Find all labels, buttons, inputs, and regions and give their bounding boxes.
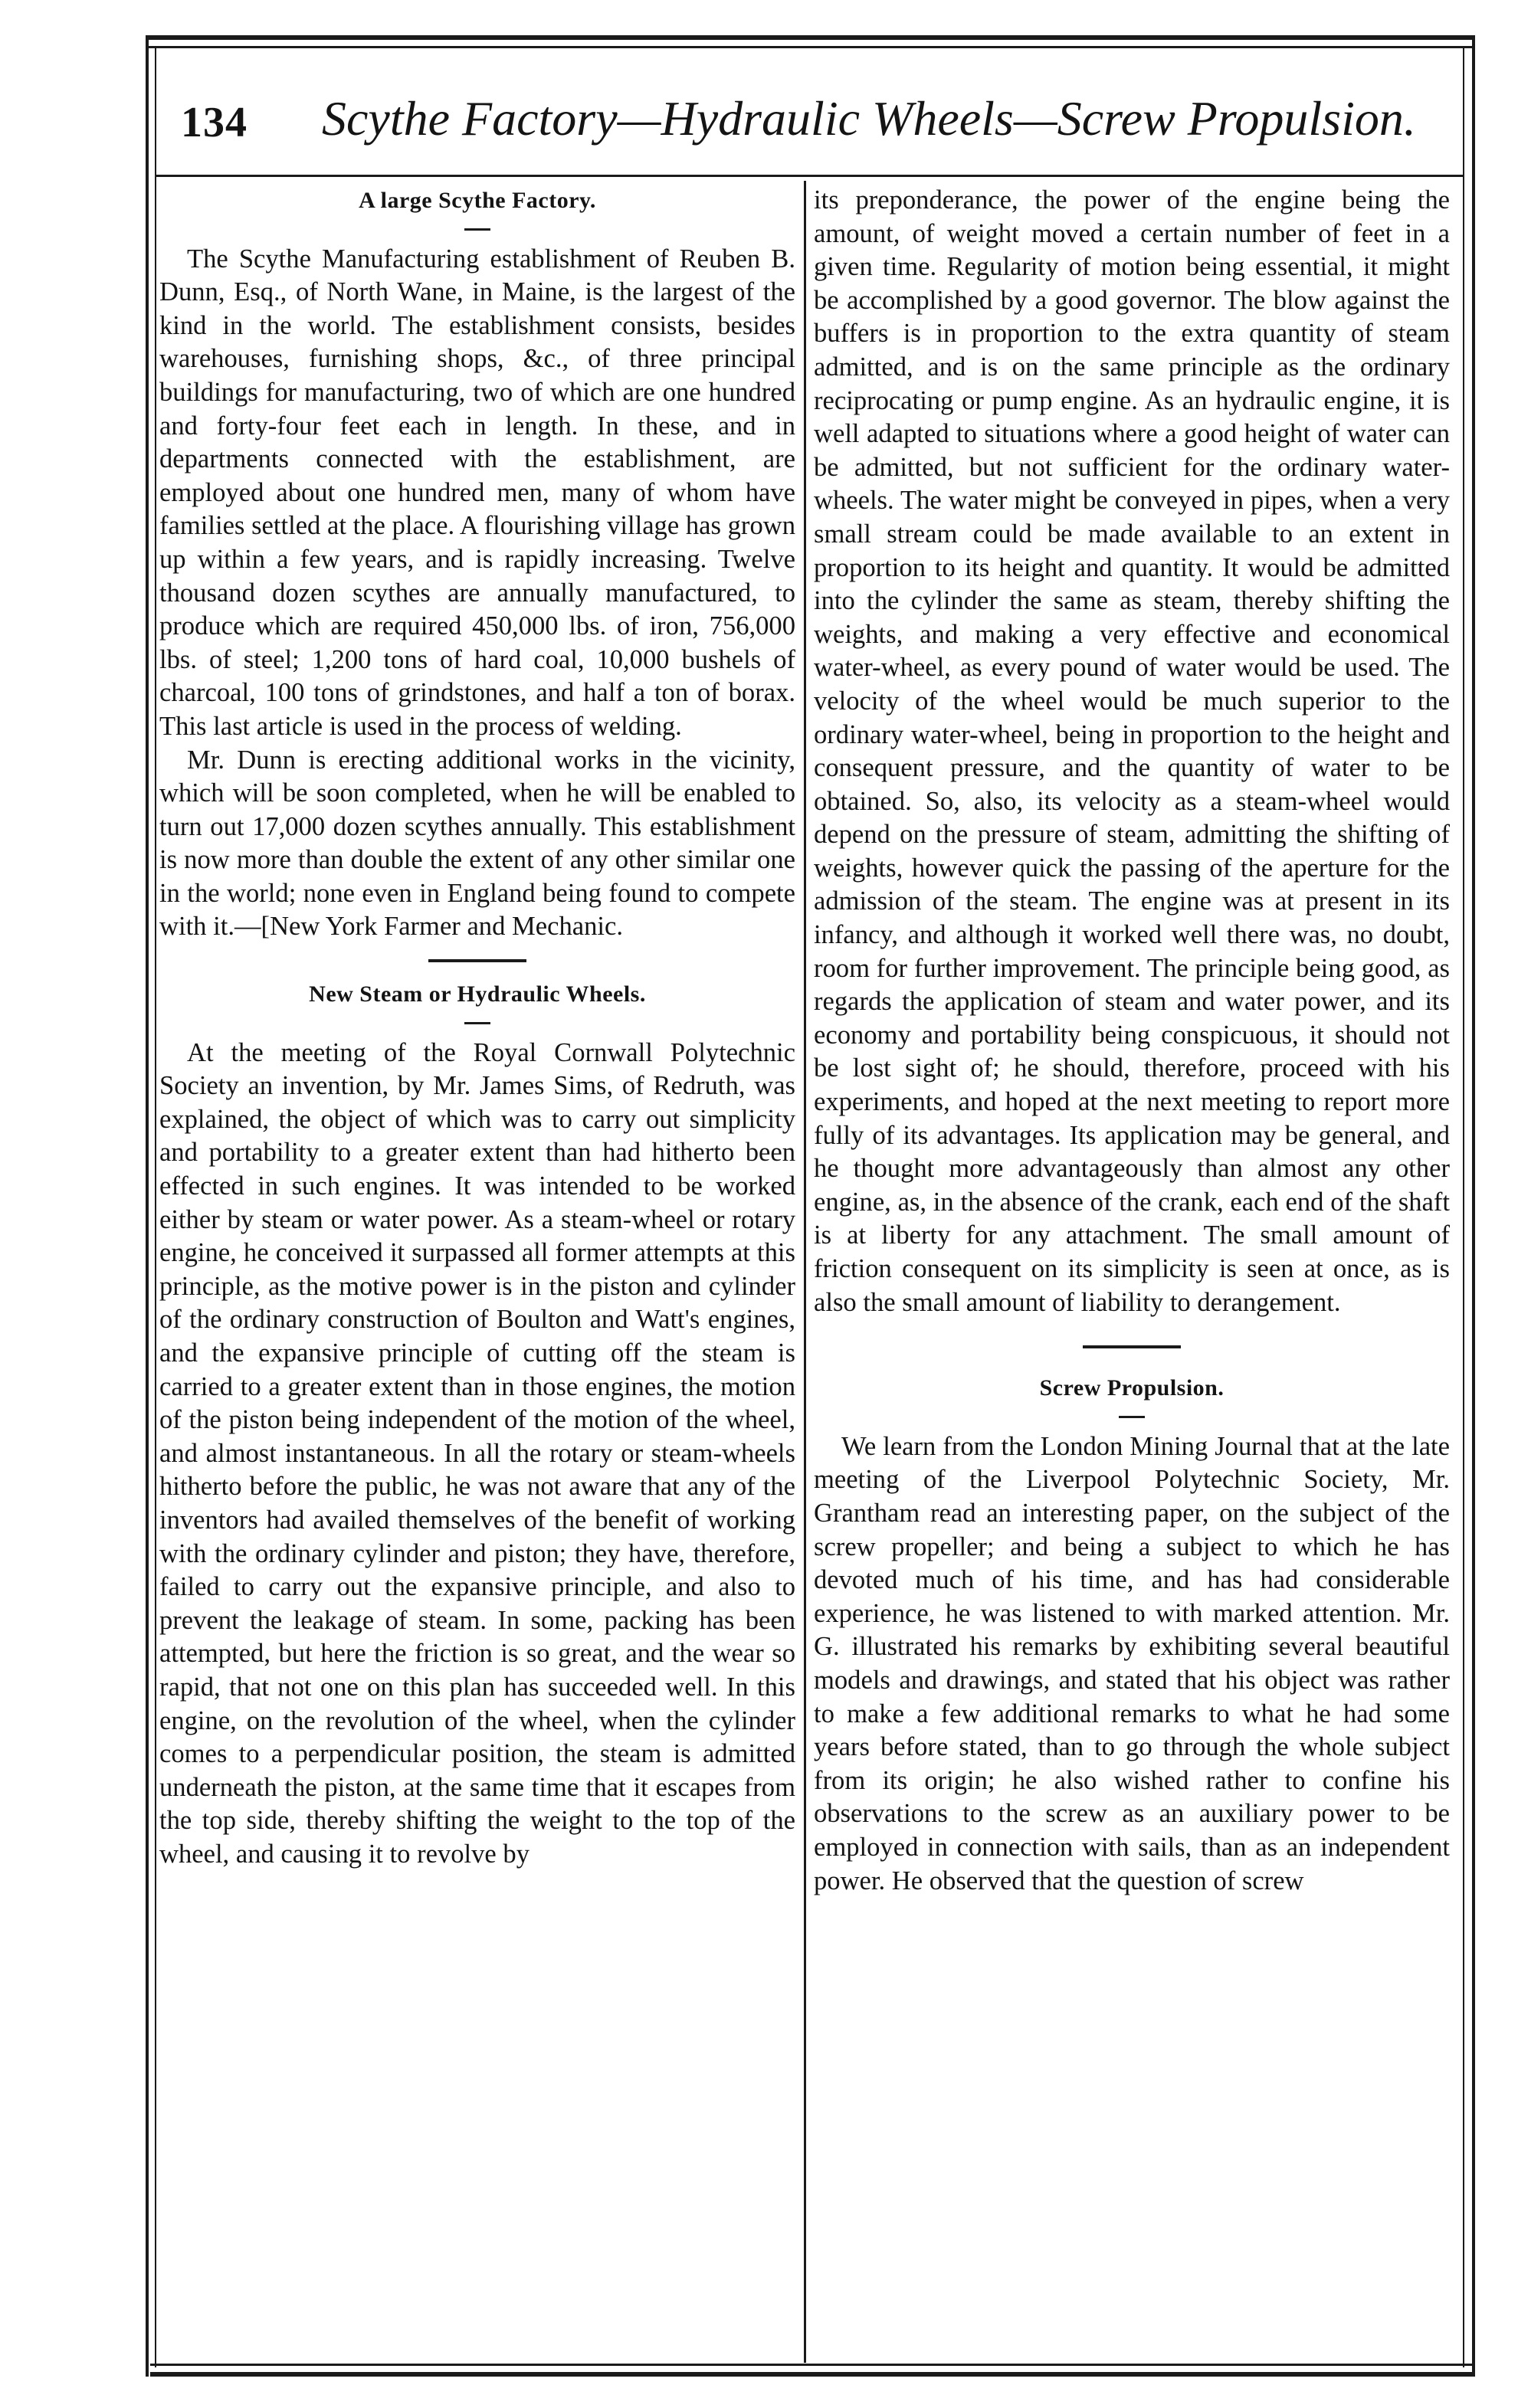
frame-rule-bottom-inner	[150, 2364, 1472, 2366]
article-title: Screw Propulsion.	[1039, 1375, 1225, 1401]
frame-rule-bottom	[150, 2372, 1472, 2377]
title-dash	[1119, 1416, 1145, 1418]
frame-rule-right-inner	[1463, 46, 1464, 2367]
header-rule	[155, 175, 1464, 177]
page-number: 134	[181, 99, 248, 146]
left-column	[159, 184, 795, 1872]
article-scythe-factory	[159, 184, 795, 944]
right-column	[814, 184, 1450, 1898]
article-paragraph: The Scythe Manufacturing establishment of Reuben B. Dunn, Esq., of North Wane, in Maine, is the largest of the kind in the world. The establishment consists, besides warehouses, furnishing shops, &c., of three principal buildings for manufacturing, two of which are one hundred and forty-four feet each in length. In these, and in departments connected with the establishment, are employed about one hundred men, many of whom have families settled at the place. A flourishing village has grown up within a few years, and is rapidly increasing. Twelve thousand dozen scythes are annually manufactured, to produce which are required 450,000 lbs. of iron, 756,000 lbs. of steel; 1,200 tons of hard coal, 10,000 bushels of charcoal, 100 tons of grindstones, and half a ton of borax. This last article is used in the process of welding.	[159, 244, 795, 741]
article-separator	[1083, 1345, 1181, 1348]
frame-rule-top	[146, 35, 1475, 40]
column-divider	[804, 181, 806, 2363]
frame-rule-top-inner	[146, 46, 1475, 48]
article-title: A large Scythe Factory.	[359, 188, 596, 213]
frame-rule-right	[1472, 35, 1475, 2377]
running-title: Scythe Factory—Hydraulic Wheels—Screw Propulsion.	[322, 91, 1416, 146]
title-dash	[464, 1022, 490, 1024]
article-paragraph: Mr. Dunn is erecting additional works in the vicinity, which will be soon completed, when he will be enabled to turn out 17,000 dozen scythes annually. This establishment is now more than double the extent of any other similar one in the world; none even in England being found to compete with it.—[New York Farmer and Mechanic.	[159, 745, 795, 942]
article-separator	[428, 959, 526, 962]
frame-rule-left-inner	[155, 46, 156, 2367]
article-hydraulic-wheels	[159, 978, 795, 1871]
article-title: New Steam or Hydraulic Wheels.	[309, 981, 646, 1007]
title-dash	[464, 228, 490, 231]
article-paragraph: At the meeting of the Royal Cornwall Polytechnic Society an invention, by Mr. James Sims, of Redruth, was explained, the object of which was to carry out simplicity and portability to a greater extent than had hitherto been effected in such engines. It was intended to be worked either by steam or water power. As a steam-wheel or rotary engine, he conceived it surpassed all former attempts at this principle, as the motive power is in the piston and cylinder of the ordinary construction of Boulton and Watt's engines, and the expansive principle of cutting off the steam is carried to a greater extent than in those engines, the motion of the piston being independent of the motion of the wheel, and almost instantaneous. In all the rotary or steam-wheels hitherto before the public, he was not aware that any of the inventors had availed themselves of the benefit of working with the ordinary cylinder and piston; they have, therefore, failed to carry out the expansive principle, and also to prevent the leakage of steam. In some, packing has been attempted, but here the friction is so great, and the wear so rapid, that not one on this plan has succeeded well. In this engine, on the revolution of the wheel, when the cylinder comes to a perpendicular position, the steam is admitted underneath the piston, at the same time that it escapes from the top side, thereby shifting the weight to the top of the wheel, and causing it to revolve by	[159, 1037, 795, 1869]
frame-rule-left	[146, 35, 149, 2377]
article-paragraph-continued: its preponderance, the power of the engine being the amount, of weight moved a certain number of feet in a given time. Regularity of motion being essential, it might be accomplished by a good governor. The blow against the buffers is in proportion to the extra quantity of steam admitted, and is on the same principle as the ordinary reciprocating or pump engine. As an hydraulic engine, it is well adapted to situations where a good height of water can be admitted, but not sufficient for the ordinary water-wheels. The water might be conveyed in pipes, when a very small stream could be made available to an extent in proportion to its height and quantity. It would be admitted into the cylinder the same as steam, thereby shifting the weights, and making a very effective and economical water-wheel, as every pound of water would be used. The velocity of the wheel would be much superior to the ordinary water-wheel, being in proportion to the height and consequent pressure, and the quantity of water to be obtained. So, also, its velocity as a steam-wheel would depend on the pressure of steam, admitting the shifting of weights, however quick the passing of the aperture for the admission of the steam. The engine was at present in its infancy, and although it worked well there was, no doubt, room for further improvement. The principle being good, as regards the application of steam and water power, and its economy and portability being conspicuous, it should not be lost sight of; he should, therefore, proceed with his experiments, and hoped at the next meeting to report more fully of its advantages. Its application may be general, and he thought more advantageously than almost any other engine, as, in the absence of the crank, each end of the shaft is at liberty for any attachment. The small amount of friction consequent on its simplicity is seen at once, as is also the small amount of liability to derangement.	[814, 185, 1450, 1317]
article-screw-propulsion	[814, 1371, 1450, 1898]
article-paragraph: We learn from the London Mining Journal that at the late meeting of the Liverpool Polytechnic Society, Mr. Grantham read an interesting paper, on the subject of the screw propeller; and being a subject to which he has devoted much of his time, and has had considerable experience, he was listened to with marked attention. Mr. G. illustrated his remarks by exhibiting several beautiful models and drawings, and stated that his object was rather to make a few additional remarks to what he had some years before stated, than to go through the whole subject from its origin; he also wished rather to confine his observations to the screw as an auxiliary power to be employed in connection with sails, than as an independent power. He observed that the question of screw	[814, 1431, 1450, 1895]
article-hydraulic-wheels-continued	[814, 184, 1450, 1319]
